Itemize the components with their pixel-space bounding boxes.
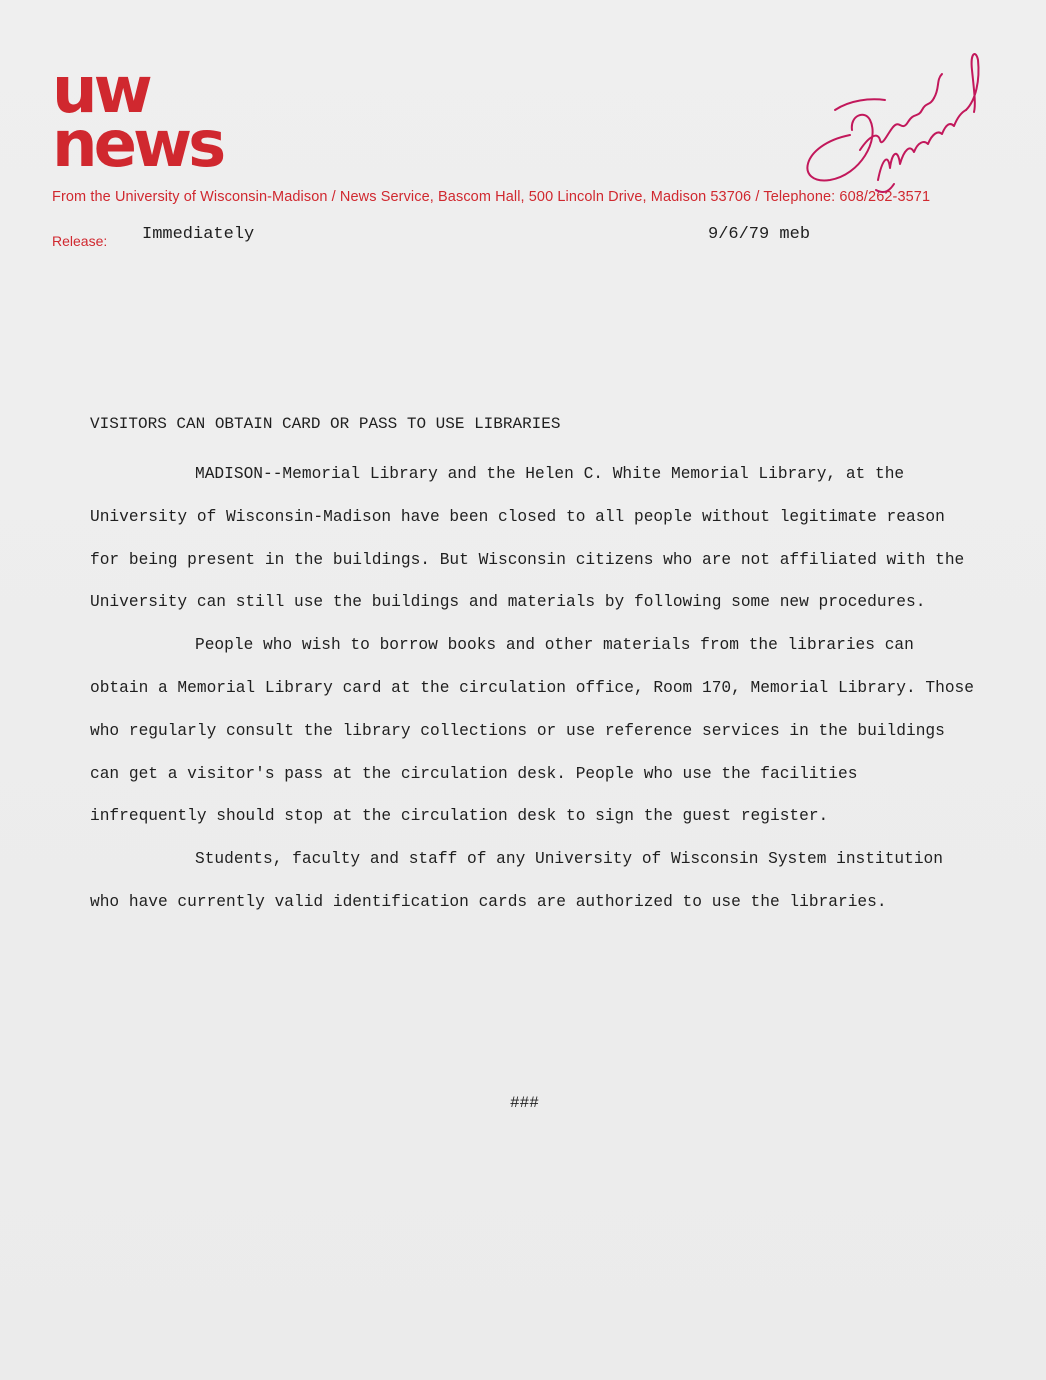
release-value: Immediately [142,225,255,244]
article-paragraph: Students, faculty and staff of any University of Wisconsin System institution who have currently valid identification cards are authorized to use the libraries. [90,850,943,911]
article-paragraph: People who wish to borrow books and other materials from the libraries can obtain a Memorial Library card at the circulation office, Room 170, Memorial Library. Those who regularly consult the library collections or use reference services in the buildings can get a visitor's pass at the circulation desk. People who use the facilities infrequently should stop at the circulation desk to sign the guest register. [90,636,974,826]
logo-line-news: news [52,108,223,182]
handwritten-annotation-icon [790,40,990,220]
end-mark: ### [510,1094,539,1112]
article-headline: VISITORS CAN OBTAIN CARD OR PASS TO USE LIBRARIES [90,415,561,433]
article-paragraph: MADISON--Memorial Library and the Helen C. White Memorial Library, at the University of Wisconsin-Madison have been closed to all people without legitimate reason for being present in the buildings. But Wisconsin citizens who are not affiliated with the University can still use the buildings and materials by following some new procedures. [90,465,965,612]
letterhead-address: From the University of Wisconsin-Madison / News Service, Bascom Hall, 500 Lincoln Drive, Madison 53706 / Telephone: 608/262-3571 [52,189,931,205]
uw-news-logo [52,54,223,182]
logo-line-uw: uw [52,54,149,128]
release-label: Release: [52,233,108,249]
article-body [90,453,980,924]
release-date-initials: 9/6/79 meb [708,225,811,244]
